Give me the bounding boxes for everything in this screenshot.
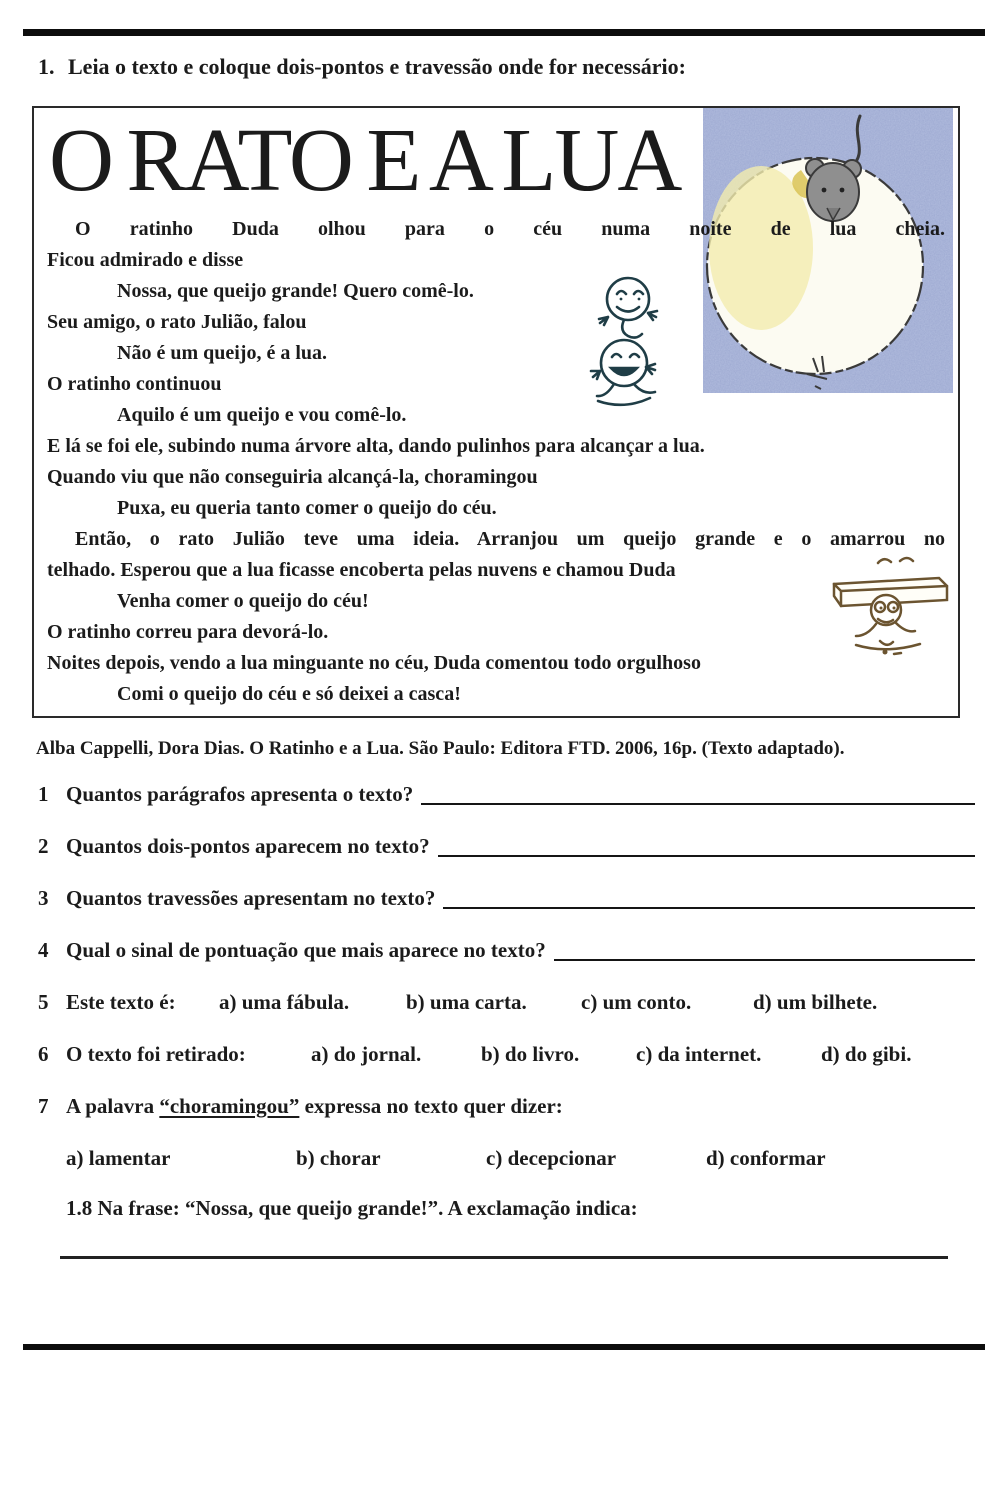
instruction-number: 1.	[38, 54, 55, 79]
citation-book-title: O Ratinho e a Lua.	[249, 738, 409, 759]
question-6	[38, 1042, 975, 1068]
option-a: a) lamentar	[66, 1146, 171, 1170]
option-b: b) chorar	[296, 1146, 381, 1170]
story-line: Comi o queijo do céu e só deixei a casca!	[117, 683, 461, 705]
question-text: A palavra “choramingou” expressa no texto quer dizer:	[66, 1094, 563, 1118]
story-line: Aquilo é um queijo e vou comê-lo.	[117, 404, 407, 426]
story-line: Ficou admirado e disse	[47, 249, 244, 271]
option-c: c) da internet.	[636, 1042, 762, 1066]
story-box	[32, 106, 960, 718]
question-text: Este texto é:	[66, 990, 176, 1014]
question-5	[38, 990, 975, 1016]
story-line: Puxa, eu queria tanto comer o queijo do céu.	[117, 497, 497, 519]
option-c: c) um conto.	[581, 990, 692, 1014]
question-number: 6	[38, 1042, 49, 1066]
story-line: Venha comer o queijo do céu!	[117, 590, 369, 612]
story-line: O ratinho correu para devorá-lo.	[47, 621, 329, 643]
story-line: Nossa, que queijo grande! Quero comê-lo.	[117, 280, 474, 302]
question-text: O texto foi retirado:	[66, 1042, 246, 1066]
question-7	[38, 1094, 975, 1120]
questions-section	[0, 782, 1000, 1222]
citation	[36, 738, 1000, 760]
story-line: Noites depois, vendo a lua minguante no céu, Duda comentou todo orgulhoso	[47, 652, 701, 674]
quoted-phrase: “Nossa, que queijo grande!”.	[184, 1196, 444, 1220]
citation-authors: Alba Cappelli, Dora Dias.	[36, 738, 250, 759]
question-2	[38, 834, 975, 860]
question-4	[38, 938, 975, 964]
question-8: 1.8 Na frase: “Nossa, que queijo grande!”. A exclamação indica:	[66, 1196, 638, 1220]
story-line: Então, o rato Julião teve uma ideia. Arranjou um queijo grande e o amarrou no	[75, 528, 945, 550]
story-line: Seu amigo, o rato Julião, falou	[47, 311, 307, 333]
question-number: 5	[38, 990, 49, 1014]
story-text	[47, 214, 945, 710]
question-text: Quantos travessões apresentam no texto?	[66, 886, 436, 910]
story-title: O RATO E A LUA	[49, 111, 681, 210]
answer-blank[interactable]	[443, 907, 975, 909]
story-line: Não é um queijo, é a lua.	[117, 342, 327, 364]
highlighted-word: “choramingou”	[159, 1094, 300, 1118]
option-a: a) uma fábula.	[219, 990, 350, 1014]
citation-publisher: São Paulo: Editora FTD. 2006, 16p. (Texto adaptado).	[408, 738, 845, 759]
answer-blank-line[interactable]	[60, 1256, 948, 1259]
option-c: c) decepcionar	[486, 1146, 617, 1170]
question-number: 7	[38, 1094, 49, 1118]
option-d: d) um bilhete.	[753, 990, 878, 1014]
question-text: Qual o sinal de pontuação que mais aparece no texto?	[66, 938, 546, 962]
story-line: telhado. Esperou que a lua ficasse encoberta pelas nuvens e chamou Duda	[47, 559, 676, 581]
two-smiling-mice-illustration	[584, 273, 668, 407]
question-number: 3	[38, 886, 49, 910]
question-7-options	[66, 1146, 975, 1172]
instruction-text: Leia o texto e coloque dois-pontos e travessão onde for necessário:	[68, 54, 686, 79]
story-line: O ratinho Duda olhou para o céu numa noite de lua cheia.	[75, 218, 945, 240]
question-text: Quantos dois-pontos aparecem no texto?	[66, 834, 430, 858]
mouse-carrying-plank-illustration	[828, 553, 953, 658]
option-a: a) do jornal.	[311, 1042, 422, 1066]
bottom-divider	[23, 1344, 985, 1350]
story-line: Quando viu que não conseguiria alcançá-la, choramingou	[47, 466, 538, 488]
question-text: Quantos parágrafos apresenta o texto?	[66, 782, 414, 806]
question-3	[38, 886, 975, 912]
option-b: b) uma carta.	[406, 990, 527, 1014]
option-d: d) conformar	[706, 1146, 826, 1170]
answer-blank[interactable]	[554, 959, 975, 961]
option-b: b) do livro.	[481, 1042, 580, 1066]
question-number: 1	[38, 782, 49, 806]
story-line: O ratinho continuou	[47, 373, 222, 395]
question-number: 2	[38, 834, 49, 858]
answer-blank[interactable]	[421, 803, 975, 805]
exercise-instruction	[38, 54, 1000, 84]
story-line: E lá se foi ele, subindo numa árvore alta, dando pulinhos para alcançar a lua.	[47, 435, 705, 457]
question-1	[38, 782, 975, 808]
question-number: 4	[38, 938, 49, 962]
option-d: d) do gibi.	[821, 1042, 912, 1066]
answer-blank[interactable]	[438, 855, 975, 857]
